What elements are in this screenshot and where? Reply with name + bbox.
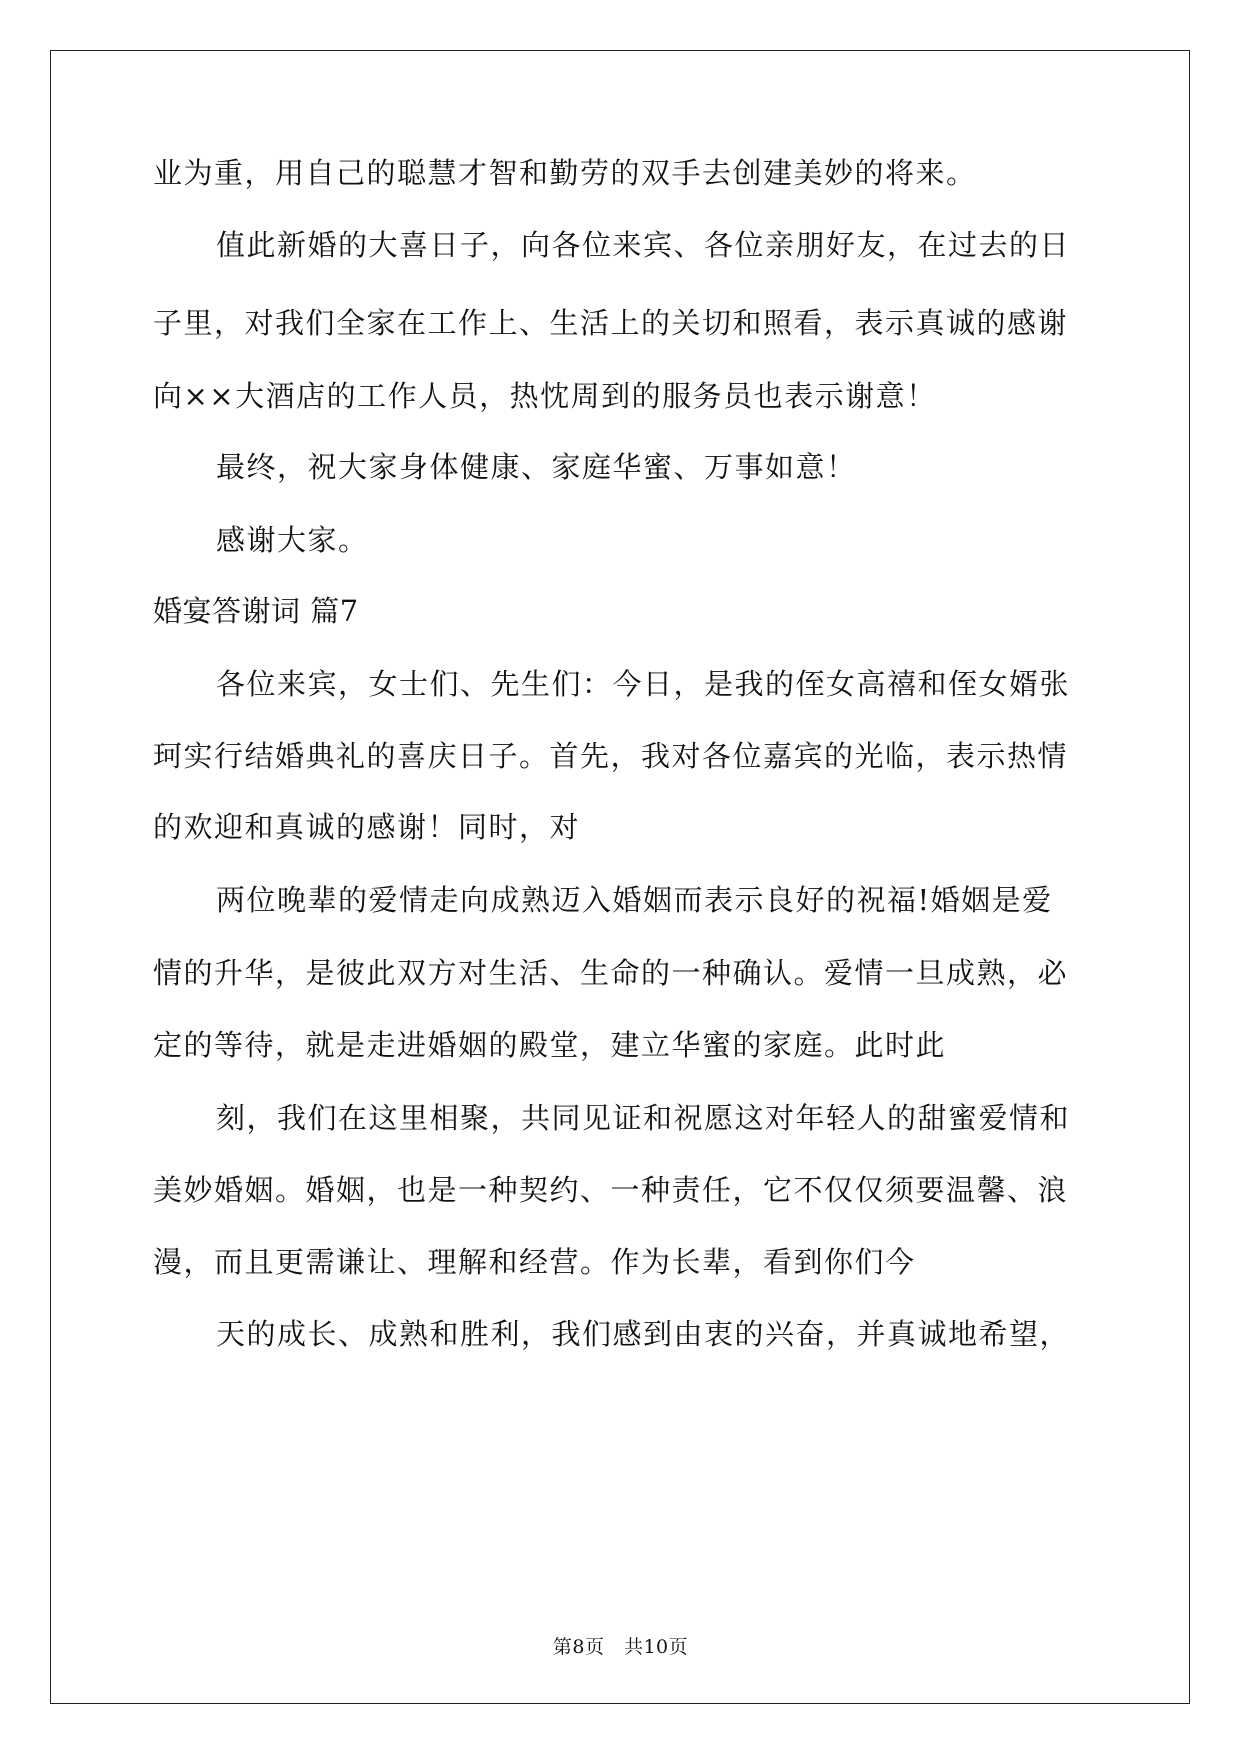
paragraph-line-10: 的欢迎和真诚的感谢！同时，对 [153,810,581,844]
paragraph-line-14: 刻，我们在这里相聚，共同见证和祝愿这对年轻人的甜蜜爱情和 [216,1101,1071,1135]
paragraph-line-17: 天的成长、成熟和胜利，我们感到由衷的兴奋，并真诚地希望， [216,1317,1071,1351]
paragraph-line-15: 美妙婚姻。婚姻，也是一种契约、一种责任，它不仅仅须要温馨、浪 [153,1173,1069,1207]
section-heading: 婚宴答谢词 篇7 [153,594,359,628]
paragraph-line-12: 情的升华，是彼此双方对生活、生命的一种确认。爱情一旦成熟，必 [153,956,1069,990]
paragraph-line-6: 感谢大家。 [216,523,369,557]
paragraph-line-4: 向××大酒店的工作人员，热忱周到的服务员也表示谢意！ [153,379,937,413]
page-border [50,50,1190,1704]
paragraph-line-3: 子里，对我们全家在工作上、生活上的关切和照看，表示真诚的感谢 [153,306,1069,340]
page-number-footer: 第8页 共10页 [552,1636,689,1658]
paragraph-line-13: 定的等待，就是走进婚姻的殿堂，建立华蜜的家庭。此时此 [153,1028,947,1062]
paragraph-line-9: 珂实行结婚典礼的喜庆日子。首先，我对各位嘉宾的光临，表示热情 [153,739,1069,773]
paragraph-line-5: 最终，祝大家身体健康、家庭华蜜、万事如意！ [216,450,857,484]
paragraph-line-1: 业为重，用自己的聪慧才智和勤劳的双手去创建美妙的将来。 [153,156,977,190]
paragraph-line-8: 各位来宾，女士们、先生们：今日，是我的侄女高禧和侄女婿张 [216,667,1071,701]
paragraph-line-11: 两位晚辈的爱情走向成熟迈入婚姻而表示良好的祝福!婚姻是爱 [216,883,1053,917]
paragraph-line-2: 值此新婚的大喜日子，向各位来宾、各位亲朋好友，在过去的日 [216,228,1071,262]
paragraph-line-16: 漫，而且更需谦让、理解和经营。作为长辈，看到你们今 [153,1245,916,1279]
